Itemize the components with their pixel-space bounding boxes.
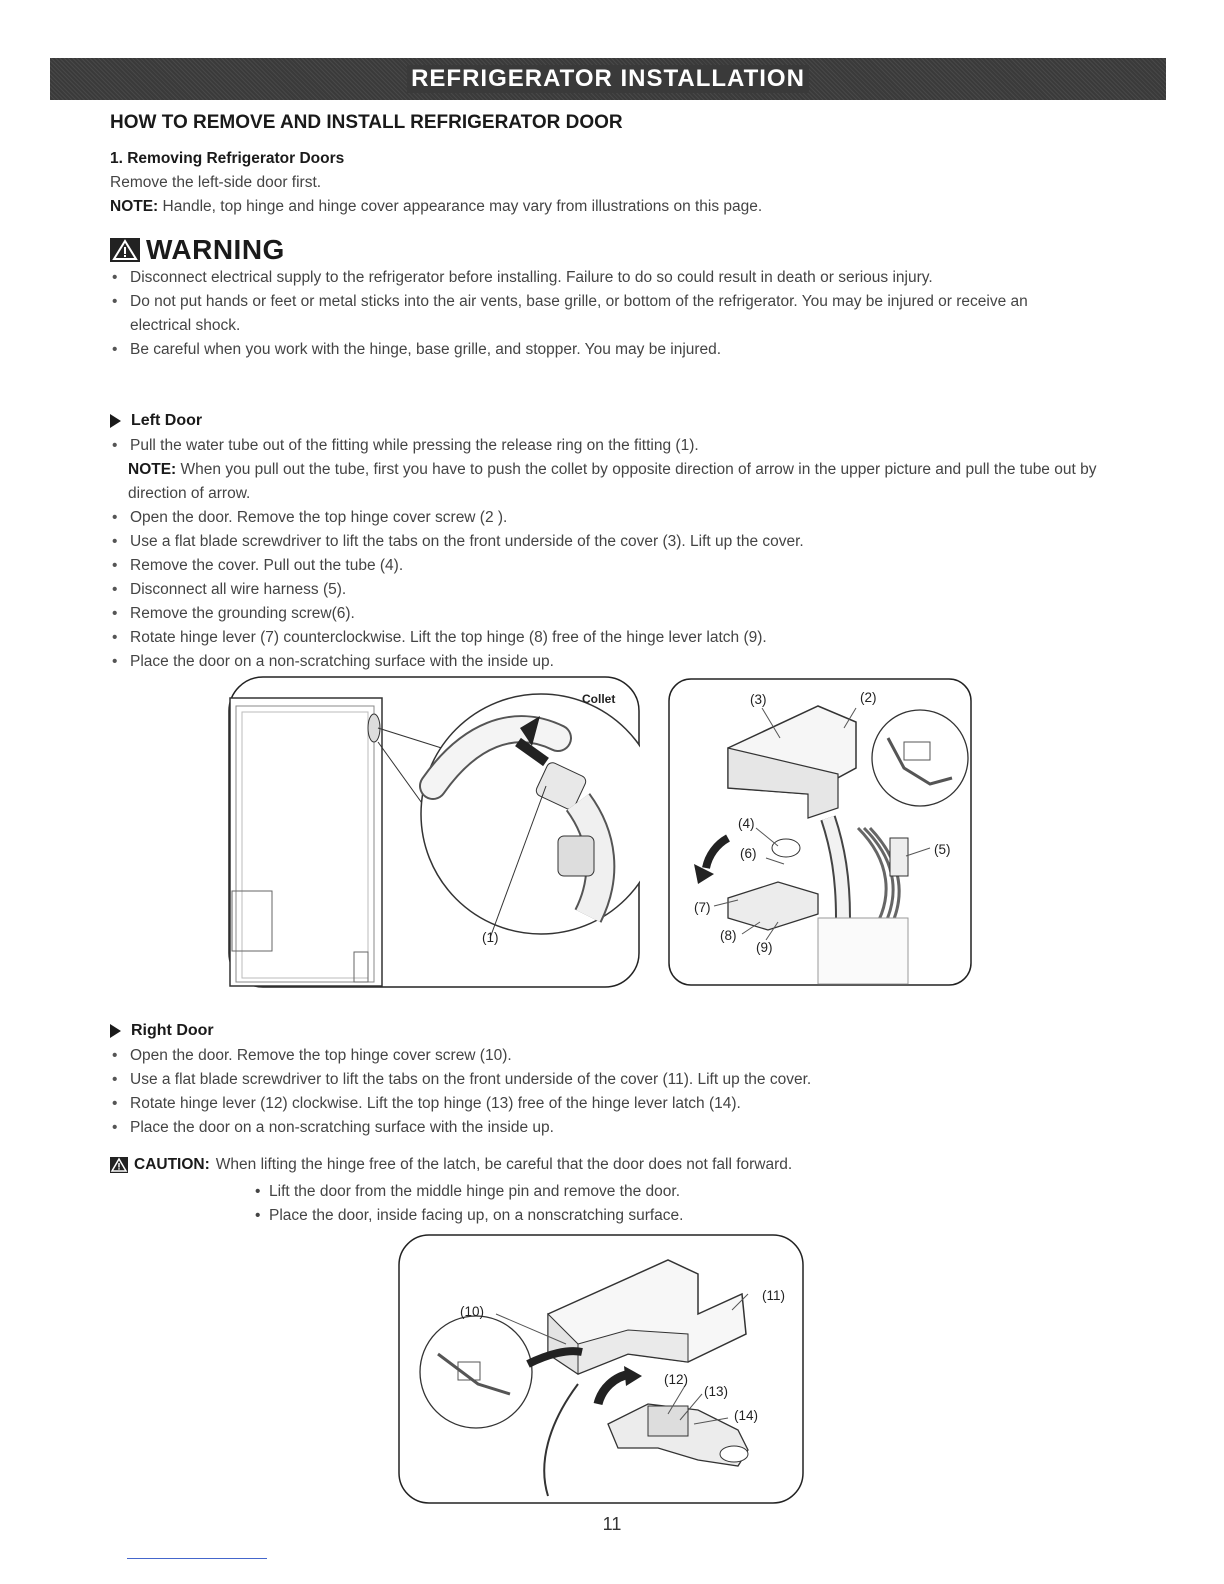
list-item: • Remove the grounding screw(6).: [110, 602, 1110, 626]
intro-line: Remove the left-side door first.: [110, 174, 322, 191]
callout-1: (1): [482, 930, 499, 945]
list-item: • Use a flat blade screwdriver to lift the tabs on the front underside of the cover (3). Lift up the cover.: [110, 530, 1110, 554]
callout-13: (13): [704, 1384, 729, 1399]
subheading: 1. Removing Refrigerator Doors: [110, 150, 345, 167]
list-item: • Open the door. Remove the top hinge cover screw (10).: [110, 1044, 1090, 1068]
footer-rule: [127, 1558, 267, 1559]
callout-4: (4): [738, 816, 755, 831]
list-item: • Place the door on a non-scratching surface with the inside up.: [110, 1116, 1090, 1140]
banner-title: REFRIGERATOR INSTALLATION: [407, 65, 809, 93]
page-heading: HOW TO REMOVE AND INSTALL REFRIGERATOR DOOR: [110, 112, 623, 133]
warning-title: WARNING: [146, 234, 285, 265]
caution-text: When lifting the hinge free of the latch, be careful that the door does not fall forward.: [215, 1156, 793, 1173]
list-item: • Open the door. Remove the top hinge cover screw (2 ).: [110, 506, 1110, 530]
list-item: • Disconnect electrical supply to the refrigerator before installing. Failure to do so could result in death or serious injury.: [110, 266, 1090, 290]
right-door-heading: Right Door: [110, 1022, 214, 1040]
caution-list: [255, 1180, 683, 1228]
page-number: 11: [602, 1514, 622, 1534]
caution-line: [110, 1156, 792, 1174]
warning-heading: [110, 234, 285, 266]
list-item: • Rotate hinge lever (12) clockwise. Lift the top hinge (13) free of the hinge lever latch (14).: [110, 1092, 1090, 1116]
callout-8: (8): [720, 928, 737, 943]
list-item: • Rotate hinge lever (7) counterclockwise. Lift the top hinge (8) free of the hinge lever latch (9).: [110, 626, 1110, 650]
callout-6: (6): [740, 846, 757, 861]
note-label: NOTE:: [110, 198, 159, 215]
callout-9: (9): [756, 940, 773, 955]
caution-label: CAUTION:: [134, 1156, 210, 1173]
callout-14: (14): [734, 1408, 759, 1423]
callout-11: (11): [762, 1288, 786, 1303]
list-item: • Place the door, inside facing up, on a nonscratching surface.: [255, 1204, 683, 1228]
callout-7: (7): [694, 900, 711, 915]
figure-water-tube: [228, 676, 640, 988]
note-line: [110, 198, 762, 216]
caution-icon: [110, 1157, 128, 1173]
list-item: • Use a flat blade screwdriver to lift the tabs on the front underside of the cover (11). Lift up the cover.: [110, 1068, 1090, 1092]
list-item: • Do not put hands or feet or metal sticks into the air vents, base grille, or bottom of the refrigerator. You may be injured or receive an electrical shock.: [110, 290, 1090, 338]
figure-left-hinge: [668, 678, 972, 986]
figure-right-hinge: [398, 1234, 804, 1504]
left-door-list: [110, 434, 1110, 674]
warning-list: [110, 266, 1090, 362]
callout-5: (5): [934, 842, 951, 857]
list-item-note: NOTE: When you pull out the tube, first you have to push the collet by opposite direction of arrow in the upper picture and pull the tube out by direction of arrow.: [128, 461, 1097, 502]
left-door-heading: Left Door: [110, 412, 202, 430]
right-door-list: [110, 1044, 1090, 1140]
note-text: Handle, top hinge and hinge cover appearance may vary from illustrations on this page.: [162, 198, 763, 215]
list-item: • Remove the cover. Pull out the tube (4).: [110, 554, 1110, 578]
section-banner: [50, 58, 1166, 100]
list-item: • Be careful when you work with the hinge, base grille, and stopper. You may be injured.: [110, 338, 1090, 362]
list-item: • Lift the door from the middle hinge pin and remove the door.: [255, 1180, 683, 1204]
collet-label: Collet: [582, 692, 616, 706]
list-item: • Disconnect all wire harness (5).: [110, 578, 1110, 602]
arrow-icon: [110, 414, 121, 428]
callout-12: (12): [664, 1372, 689, 1387]
callout-2: (2): [860, 690, 877, 705]
callout-10: (10): [460, 1304, 485, 1319]
list-item: • Place the door on a non-scratching surface with the inside up.: [110, 650, 1110, 674]
warning-icon: [110, 238, 140, 262]
list-item: • Pull the water tube out of the fitting while pressing the release ring on the fitting (1).: [110, 434, 1110, 458]
callout-3: (3): [750, 692, 767, 707]
arrow-icon: [110, 1024, 121, 1038]
